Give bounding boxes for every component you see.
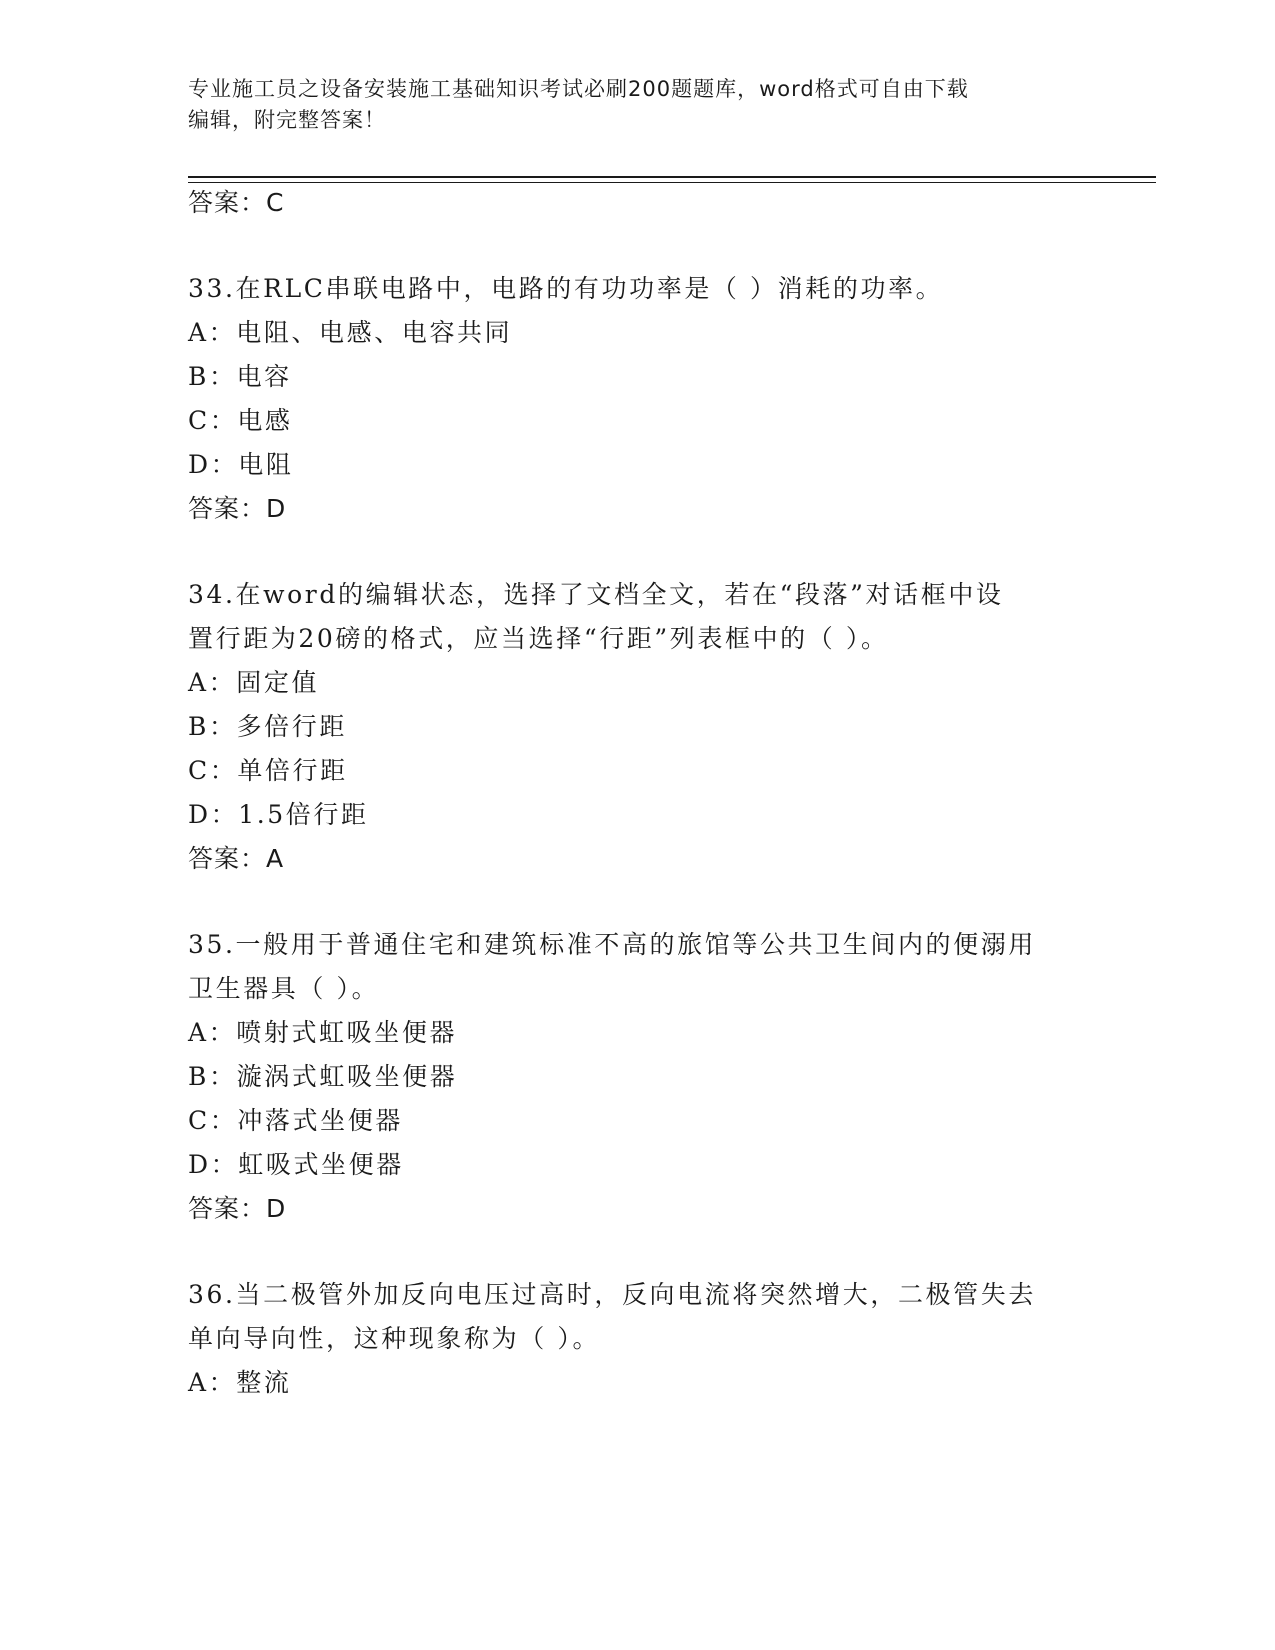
answer-34: 答案：A bbox=[188, 844, 285, 873]
document-header bbox=[188, 74, 1068, 136]
question-35-option-c: C：冲落式坐便器 bbox=[188, 1106, 403, 1135]
question-33-stem: 33.在RLC串联电路中，电路的有功功率是（ ）消耗的功率。 bbox=[188, 274, 944, 303]
header-line-2: 编辑，附完整答案！ bbox=[188, 108, 386, 132]
question-35-option-d: D：虹吸式坐便器 bbox=[188, 1150, 404, 1179]
answer-33: 答案：D bbox=[188, 494, 287, 523]
question-35-option-b: B：漩涡式虹吸坐便器 bbox=[188, 1062, 458, 1091]
question-34-stem-line-2: 置行距为20磅的格式，应当选择“行距”列表框中的（ ）。 bbox=[188, 624, 889, 653]
question-34-option-d: D：1.5倍行距 bbox=[188, 800, 369, 829]
question-35-stem-line-1: 35.一般用于普通住宅和建筑标准不高的旅馆等公共卫生间内的便溺用 bbox=[188, 930, 1036, 959]
question-36-stem-line-2: 单向导向性，这种现象称为（ ）。 bbox=[188, 1324, 601, 1353]
question-35-stem-line-2: 卫生器具（ ）。 bbox=[188, 974, 380, 1003]
header-divider-thin bbox=[188, 182, 1156, 183]
question-34-option-a: A：固定值 bbox=[188, 668, 320, 697]
question-36-stem-line-1: 36.当二极管外加反向电压过高时，反向电流将突然增大，二极管失去 bbox=[188, 1280, 1036, 1309]
question-34-stem-line-1: 34.在word的编辑状态，选择了文档全文，若在“段落”对话框中设 bbox=[188, 580, 1004, 609]
header-divider-thick bbox=[188, 176, 1156, 178]
question-36-option-a: A：整流 bbox=[188, 1368, 292, 1397]
question-33-option-a: A：电阻、电感、电容共同 bbox=[188, 318, 513, 347]
answer-32: 答案：C bbox=[188, 188, 285, 217]
question-35-option-a: A：喷射式虹吸坐便器 bbox=[188, 1018, 458, 1047]
header-line-1: 专业施工员之设备安装施工基础知识考试必刷200题题库，word格式可自由下载 bbox=[188, 77, 969, 101]
question-34-option-c: C：单倍行距 bbox=[188, 756, 348, 785]
question-33-option-b: B：电容 bbox=[188, 362, 292, 391]
question-34-option-b: B：多倍行距 bbox=[188, 712, 347, 741]
question-33-option-c: C：电感 bbox=[188, 406, 293, 435]
question-33-option-d: D：电阻 bbox=[188, 450, 294, 479]
answer-35: 答案：D bbox=[188, 1194, 287, 1223]
